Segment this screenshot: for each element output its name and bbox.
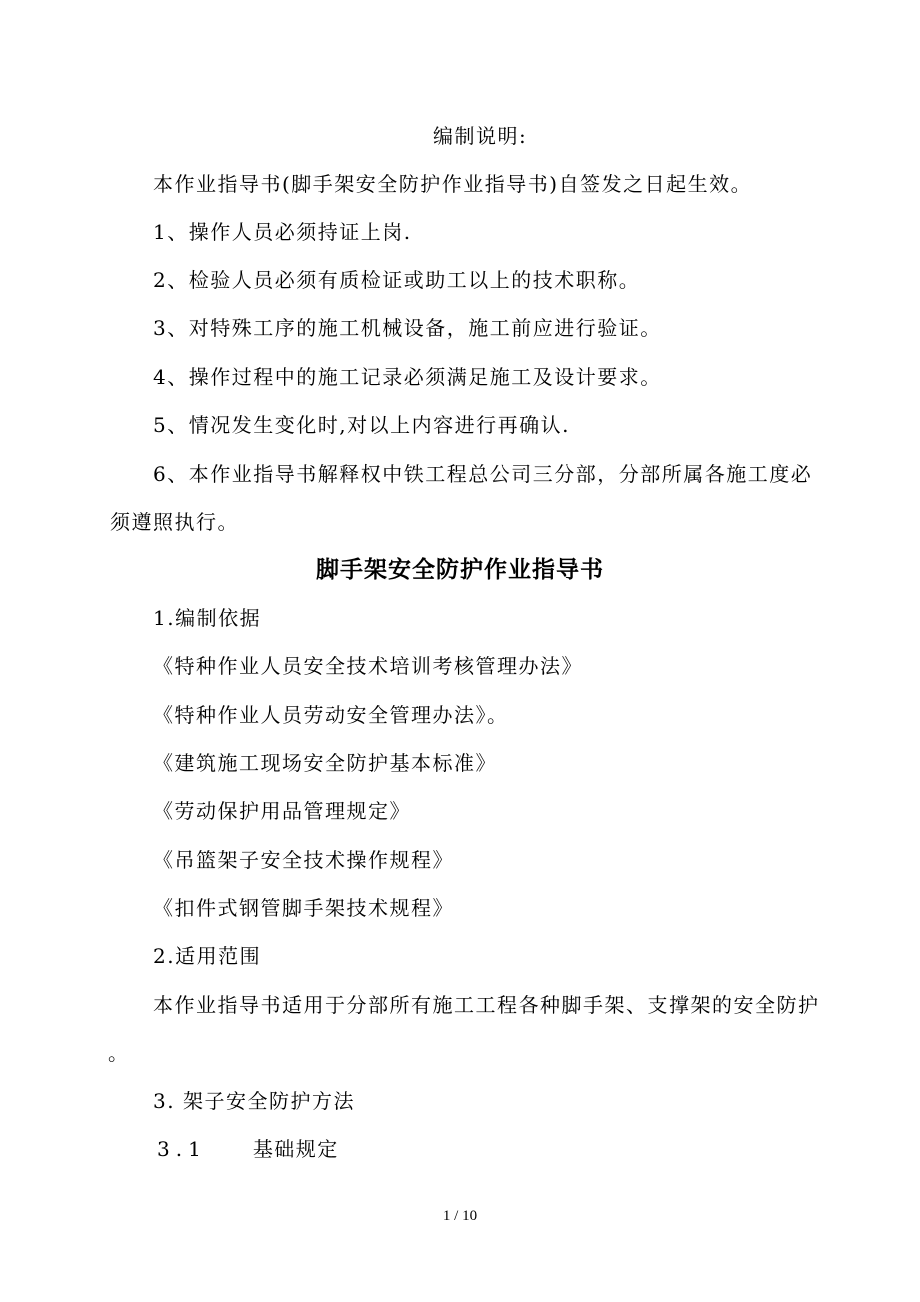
rule-item: 4、操作过程中的施工记录必须满足施工及设计要求。: [153, 365, 662, 389]
page-number: 1 / 10: [442, 1208, 478, 1224]
effective-statement: 本作业指导书(脚手架安全防护作业指导书)自签发之日起生效。: [153, 172, 753, 196]
reference-item: 《扣件式钢管脚手架技术规程》: [153, 896, 454, 920]
section-heading: 2.适用范围: [153, 944, 262, 968]
section-heading: 1.编制依据: [153, 606, 262, 630]
subsection-title: 基础规定: [252, 1137, 339, 1161]
rule-item: 1、操作人员必须持证上岗.: [153, 220, 412, 244]
reference-item: 《特种作业人员劳动安全管理办法》。: [153, 703, 509, 727]
rule-item: 2、检验人员必须有质检证或助工以上的技术职称。: [153, 268, 641, 292]
intro-heading: 编制说明:: [433, 124, 528, 148]
reference-item: 《劳动保护用品管理规定》: [153, 799, 411, 823]
section-heading: 3. 架子安全防护方法: [153, 1089, 355, 1113]
document-title: 脚手架安全防护作业指导书: [316, 557, 604, 583]
scope-text-continuation: 。: [108, 1041, 130, 1065]
reference-item: 《吊篮架子安全技术操作规程》: [153, 848, 454, 872]
rule-item: 3、对特殊工序的施工机械设备，施工前应进行验证。: [153, 316, 662, 340]
rule-item-continuation: 须遵照执行。: [110, 510, 239, 534]
rule-item: 5、情况发生变化时,对以上内容进行再确认.: [153, 413, 570, 437]
rule-item: 6、本作业指导书解释权中铁工程总公司三分部，分部所属各施工度必: [153, 462, 813, 486]
scope-text: 本作业指导书适用于分部所有施工工程各种脚手架、支撑架的安全防护: [153, 993, 820, 1017]
subsection-heading: [157, 1136, 339, 1162]
subsection-number: 3.1: [157, 1137, 207, 1161]
reference-item: 《建筑施工现场安全防护基本标准》: [153, 751, 497, 775]
reference-item: 《特种作业人员安全技术培训考核管理办法》: [153, 654, 583, 678]
